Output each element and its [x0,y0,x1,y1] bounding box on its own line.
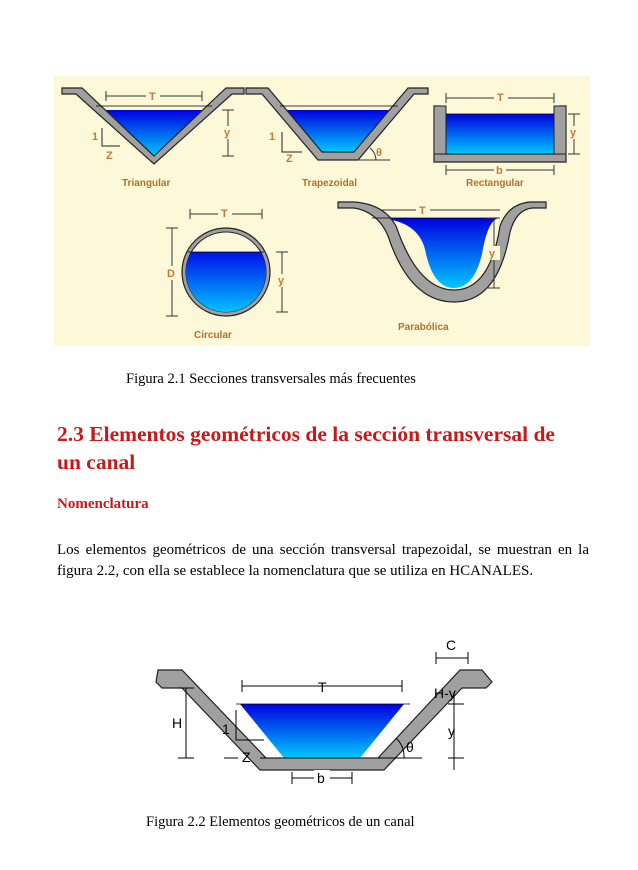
label-circular: Circular [194,330,232,341]
figure-cross-sections [54,76,590,346]
label-trapezoidal: Trapezoidal [302,178,358,189]
trap-Z-label: Z [286,153,293,165]
circ-D-label: D [167,268,175,280]
rect-b-label: b [496,165,503,177]
fig2-Z-label: Z [242,749,251,765]
fig2-Hy-label: H-y [434,685,456,701]
label-triangular: Triangular [122,178,171,189]
tri-Z-label: Z [106,150,113,162]
fig2-1-label: 1 [222,721,230,737]
circular-section [166,207,289,341]
section-paragraph: Los elementos geométricos de una sección transversal trapezoidal, se muestran en la figura 2.2, con ella se establece la nomenclatura que se utiliza en HCANALES. [57,542,589,579]
figure-trapezoidal-elements [148,612,496,802]
para-y-label: y [489,248,496,260]
label-parabolica: Parabólica [398,322,449,333]
tri-1-label: 1 [92,131,99,143]
label-rectangular: Rectangular [466,178,524,189]
fig2-y-label: y [448,723,455,739]
circ-y-label: y [278,275,285,287]
figure1-caption: Figura 2.1 Secciones transversales más frecuentes [126,371,416,387]
parabolic-section [338,202,546,333]
trapezoidal-elements-diagram [148,612,496,802]
trapezoidal-section [246,88,428,189]
rectangular-section [434,91,581,189]
para-T-label: T [419,205,426,217]
tri-y-label: y [224,127,231,139]
tri-T-label: T [149,91,156,103]
cross-sections-diagram [54,76,590,346]
fig2-H-label: H [172,715,183,731]
fig2-T-label: T [318,679,327,695]
triangular-section [62,88,244,189]
trap-theta-label: θ [376,147,382,159]
circ-T-label: T [221,208,228,220]
section-subtitle: Nomenclatura [57,496,149,512]
fig2-b-label: b [317,770,325,786]
fig2-C-label: C [446,637,457,653]
trap-1-label: 1 [269,131,276,143]
section-title: 2.3 Elementos geométricos de la sección transversal de un canal [57,422,555,474]
figure2-caption: Figura 2.2 Elementos geométricos de un canal [146,814,415,830]
fig2-theta-label: θ [406,739,414,755]
rect-T-label: T [497,92,504,104]
rect-y-label: y [570,127,577,139]
